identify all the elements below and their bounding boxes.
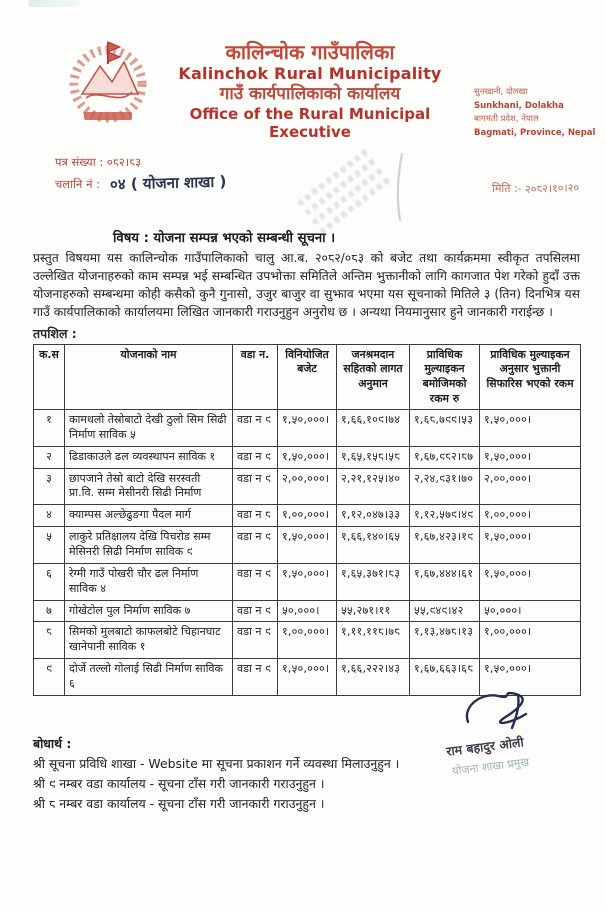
- cell-cost-estimate: १,११,११८।७८: [337, 622, 410, 659]
- cell-recommended-payment-amount: ५०,०००।: [480, 600, 581, 622]
- cell-allocated-budget: १,५०,०००।: [278, 527, 337, 564]
- cell-allocated-budget: १,००,०००।: [278, 622, 337, 659]
- letter-number-line: [55, 153, 226, 171]
- cc-item: श्री ८ नम्बर वडा कार्यालय - सूचना टाँस गरी जानकारी गराउनुहुन ।: [33, 796, 325, 811]
- col-header-project-name: योजनाको नाम: [65, 344, 233, 409]
- cell-technical-evaluation-amount: २,२४,९३१।७०: [410, 468, 480, 505]
- cell-ward-number: वडा न ९: [233, 622, 278, 659]
- cell-serial-number: ३: [34, 468, 65, 505]
- table-row: [34, 505, 581, 527]
- cell-project-name: क्याम्पस अल्छेढुङगा पैदल मार्ग: [65, 505, 233, 527]
- cell-ward-number: वडा न ९: [233, 563, 278, 600]
- cell-technical-evaluation-amount: १,६७,४२३।१९: [410, 527, 480, 564]
- cc-item: श्री सूचना प्रविधि शाखा - Website मा सूचना प्रकाशन गर्ने व्यवस्था मिलाउनुहुन ।: [33, 755, 400, 771]
- cell-recommended-payment-amount: १,५०,०००।: [480, 410, 581, 447]
- body-paragraph: प्रस्तुत विषयमा यस कालिन्चोक गाउँपालिकाको चालु आ.ब. २०८२/०८३ को बजेट तथा कार्यक्रममा स्वीकृत तपसिलमा उल्लेखित योजनाहरुको काम सम्पन्न भई सम्बन्धित उपभोक्ता समितिले अन्तिम भुक्तानीको लागि कागजात पेश गरेको हुदाँ उक्त योजनाहरुको सम्बन्धमा कोही कसैको कुनै गुनासो, उजुर बाजुर वा सुझाव भएमा यस सूचनाको मितिले ३ (तिन) दिनभित्र यस गाउँ कार्यपालिकाको कार्यालयमा लिखित जानकारी गराउनुहुन अनुरोध छ । अन्यथा नियमानुसार हुने जानकारी गराईन्छ ।: [33, 251, 580, 319]
- col-header-estimate: जनश्रमदान सहितको लागत अनुमान: [337, 344, 410, 409]
- municipality-name-english: Kalinchok Rural Municipality: [178, 64, 442, 84]
- cell-cost-estimate: १,६६,२२२।४३: [337, 659, 410, 696]
- cell-project-name: ढिडाकाउले ढल व्यवस्थापन साविक १: [65, 446, 233, 468]
- cell-serial-number: ९: [34, 659, 65, 696]
- cell-allocated-budget: १,००,०००।: [278, 505, 337, 527]
- dispatch-number-line: [55, 171, 226, 195]
- cell-recommended-payment-amount: १,५०,०००।: [480, 446, 581, 468]
- cell-ward-number: वडा न ९: [233, 468, 278, 505]
- cell-recommended-payment-amount: १,५०,०००।: [480, 527, 581, 564]
- cell-allocated-budget: १,५०,०००।: [278, 563, 337, 600]
- cell-cost-estimate: १,६६,१४०।६५: [337, 527, 410, 564]
- pen-stroke-mark: [388, 152, 410, 222]
- cell-ward-number: वडा न ९: [233, 446, 278, 468]
- letterhead-title-block: [150, 40, 470, 141]
- cell-serial-number: ८: [34, 622, 65, 659]
- projects-table-header: [34, 344, 581, 409]
- cell-recommended-payment-amount: १,००,०००।: [480, 505, 581, 527]
- cell-cost-estimate: १,६५,३७१।८३: [337, 563, 410, 600]
- scan-artifact-mark: [28, 0, 80, 7]
- cell-technical-evaluation-amount: १,१३,४७८।१३: [410, 622, 480, 659]
- cell-project-name: छापजाने तेस्रो बाटो देखि सरस्वती प्रा.वि. सम्म मेसीनरी सिढी निर्माण: [65, 468, 233, 505]
- table-row: [34, 622, 581, 659]
- office-name-nepali: गाउँ कार्यपालिकाको कार्यालय: [219, 83, 401, 104]
- signature-block: [445, 688, 601, 778]
- signatory-designation-stamp: योजना शाखा प्रमुख: [451, 755, 530, 778]
- cell-project-name: दोर्जे तल्लो गोलाई सिढी निर्माण साविक ६: [65, 659, 233, 696]
- address-line-en: Bagmati, Province, Nepal: [474, 127, 596, 138]
- dispatch-number-handwritten-value: ०४ ( योजना शाखा ): [109, 172, 227, 194]
- projects-table: [33, 344, 581, 696]
- cell-cost-estimate: ५५,२७१।११: [337, 600, 410, 622]
- cell-serial-number: ६: [34, 563, 65, 600]
- cell-allocated-budget: २,००,०००।: [278, 468, 337, 505]
- cell-ward-number: वडा न ९: [233, 659, 278, 696]
- cc-label: बोधार्थ :: [33, 735, 72, 751]
- municipality-logo: [62, 28, 154, 138]
- cell-project-name: कामथलो तेस्रोबाटो देखी ठुलो सिम सिढी निर्माण साविक ५: [65, 410, 233, 447]
- col-header-budget: विनियोजित बजेट: [278, 344, 337, 409]
- cell-ward-number: वडा न ८: [233, 505, 278, 527]
- cell-allocated-budget: ५०,०००।: [278, 600, 337, 622]
- col-header-recommended: प्राविधिक मुल्याइकन अनुसार भुक्तानी सिफारिस भएको रकम: [480, 344, 581, 409]
- cell-serial-number: २: [34, 446, 65, 468]
- table-row: [34, 563, 581, 600]
- address-line-np: बागमती प्रदेश, नेपाल: [474, 114, 539, 125]
- cell-allocated-budget: १,५०,०००।: [278, 446, 337, 468]
- col-header-sn: क.स: [34, 344, 65, 409]
- cell-cost-estimate: १,६५,१५८।५८: [337, 446, 410, 468]
- cell-ward-number: वडा न ९: [233, 600, 278, 622]
- cell-cost-estimate: २,२१,१२५।४०: [337, 468, 410, 505]
- cell-recommended-payment-amount: १,५०,०००।: [480, 659, 581, 696]
- cell-recommended-payment-amount: १,००,०००।: [480, 622, 581, 659]
- cell-project-name: गोखेटोल पुल निर्माण साविक ७: [65, 600, 233, 622]
- cell-serial-number: ७: [34, 600, 65, 622]
- signatory-name-stamp: राम बहादुर ओली: [445, 734, 525, 759]
- office-name-english: Office of the Rural Municipal Executive: [189, 104, 431, 141]
- cell-serial-number: ४: [34, 505, 65, 527]
- office-address-block: [474, 86, 602, 140]
- cell-technical-evaluation-amount: १,१२,५७९।४९: [410, 505, 480, 527]
- cell-technical-evaluation-amount: १,६७,४४४।६१: [410, 563, 480, 600]
- cell-cost-estimate: १,१२,०४७।३३: [337, 505, 410, 527]
- cell-serial-number: १: [34, 410, 65, 447]
- cell-project-name: रेग्मी गाउँ पोखरी चौर ढल निर्माण साविक ४: [65, 563, 233, 600]
- cell-recommended-payment-amount: १,५०,०००।: [480, 563, 581, 600]
- cell-cost-estimate: १,६६,१०९।७४: [337, 410, 410, 447]
- cell-technical-evaluation-amount: १,६७,६६३।६८: [410, 659, 480, 696]
- dispatch-number-label: चलानि नं :: [55, 177, 101, 192]
- date-line: [492, 181, 579, 196]
- letter-number-value: ०८२।८३: [106, 155, 142, 169]
- nepal-emblem-icon: [62, 28, 154, 138]
- cell-project-name: सिमको मुलबाटो काफलबोटे चिहानघाट खानेपानी साविक १: [65, 622, 233, 659]
- cell-allocated-budget: १,५०,०००।: [278, 410, 337, 447]
- tapasil-label: तपशिल :: [33, 325, 77, 341]
- cell-serial-number: ५: [34, 527, 65, 564]
- col-header-ward: वडा न.: [233, 344, 278, 409]
- cell-ward-number: वडा न ९: [233, 410, 278, 447]
- col-header-evaluation: प्राविधिक मुल्याइकन बमोजिमको रकम रु: [410, 344, 480, 409]
- table-row: [34, 600, 581, 622]
- cell-allocated-budget: १,५०,०००।: [278, 659, 337, 696]
- cell-ward-number: वडा न ९: [233, 527, 278, 564]
- address-line-en: Sunkhani, Dolakha: [474, 100, 564, 111]
- date-label: मिति :-: [492, 182, 522, 195]
- table-row: [34, 527, 581, 564]
- cc-item: श्री ९ नम्बर वडा कार्यालय - सूचना टाँस गरी जानकारी गराउनुहुन ।: [33, 775, 325, 791]
- table-row: [34, 468, 581, 505]
- table-row: [34, 446, 581, 468]
- reference-block: [55, 153, 226, 195]
- subject-line: विषय : योजना सम्पन्न भएको सम्बन्धी सूचना ।: [113, 231, 336, 246]
- cell-technical-evaluation-amount: ५५,९४९।४२: [410, 600, 480, 622]
- signature-scribble-icon: [460, 688, 555, 736]
- letter-number-label: पत्र संख्या :: [55, 155, 104, 169]
- date-handwritten-value: २०८२।१०।२०: [525, 181, 580, 196]
- projects-table-body: [34, 410, 581, 696]
- municipality-name-nepali: कालिन्चोक गाउँपालिका: [225, 40, 395, 64]
- cell-recommended-payment-amount: २,००,०००।: [480, 468, 581, 505]
- table-row: [34, 410, 581, 447]
- cell-project-name: लाकुरे प्रतिक्षालय देखि पिचरोड सम्म मेसिनरी सिढी निर्माण साविक ९: [65, 527, 233, 564]
- cell-technical-evaluation-amount: १,६७,९८२।८७: [410, 446, 480, 468]
- address-line-np: सुनखानी, दोलखा: [474, 87, 528, 97]
- cell-technical-evaluation-amount: १,६८,७९९।५३: [410, 410, 480, 447]
